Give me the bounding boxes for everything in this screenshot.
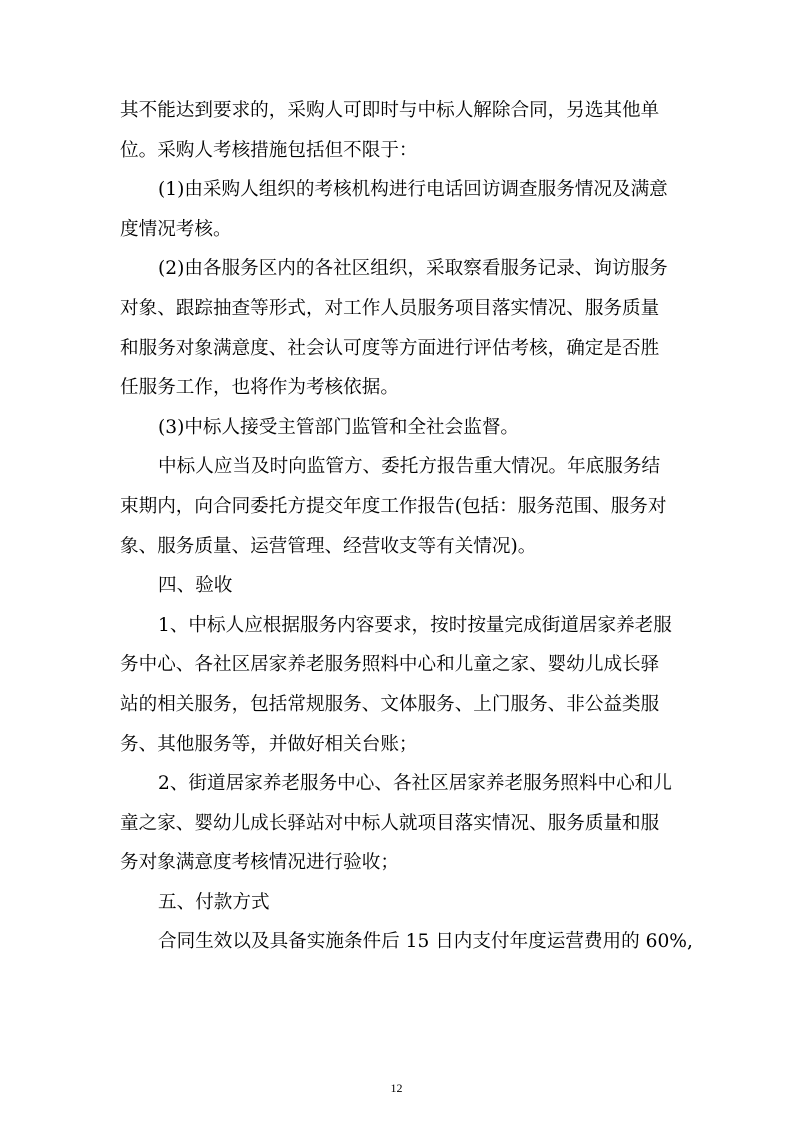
- text-line: 务、其他服务等，并做好相关台账；: [120, 733, 418, 755]
- text-line: 象、服务质量、运营管理、经营收支等有关情况)。: [120, 535, 537, 557]
- text-line: (2)由各服务区内的各社区组织，采取察看服务记录、询访服务: [158, 258, 668, 280]
- text-line: 务中心、各社区居家养老服务照料中心和儿童之家、婴幼儿成长驿: [120, 654, 660, 676]
- text-line: 合同生效以及具备实施条件后 15 日内支付年度运营费用的 60%,: [158, 931, 693, 953]
- section-heading: 四、验收: [158, 575, 233, 597]
- text-line: 站的相关服务，包括常规服务、文体服务、上门服务、非公益类服: [120, 693, 660, 715]
- text-line: (3)中标人接受主管部门监管和全社会监督。: [158, 416, 520, 438]
- text-line: 对象、跟踪抽查等形式，对工作人员服务项目落实情况、服务质量: [120, 297, 660, 319]
- page-number: 12: [390, 1081, 403, 1095]
- body-text: [120, 91, 693, 962]
- text-line: 其不能达到要求的，采购人可即时与中标人解除合同，另选其他单: [120, 100, 660, 121]
- text-line: 度情况考核。: [120, 218, 232, 240]
- text-line: 童之家、婴幼儿成长驿站对中标人就项目落实情况、服务质量和服: [120, 812, 660, 834]
- text-line: 位。采购人考核措施包括但不限于：: [120, 139, 418, 161]
- text-line: 1、中标人应根据服务内容要求，按时按量完成街道居家养老服: [158, 614, 672, 636]
- text-line: 2、街道居家养老服务中心、各社区居家养老服务照料中心和儿: [158, 773, 672, 795]
- text-line: 务对象满意度考核情况进行验收；: [120, 852, 399, 874]
- text-line: 和服务对象满意度、社会认可度等方面进行评估考核，确定是否胜: [120, 337, 660, 359]
- text-line: (1)由采购人组织的考核机构进行电话回访调查服务情况及满意: [158, 179, 668, 201]
- text-line: 任服务工作，也将作为考核依据。: [120, 377, 399, 399]
- section-heading: 五、付款方式: [158, 891, 270, 913]
- text-line: 中标人应当及时向监管方、委托方报告重大情况。年底服务结: [158, 456, 661, 478]
- text-line: 束期内，向合同委托方提交年度工作报告(包括：服务范围、服务对: [120, 495, 667, 517]
